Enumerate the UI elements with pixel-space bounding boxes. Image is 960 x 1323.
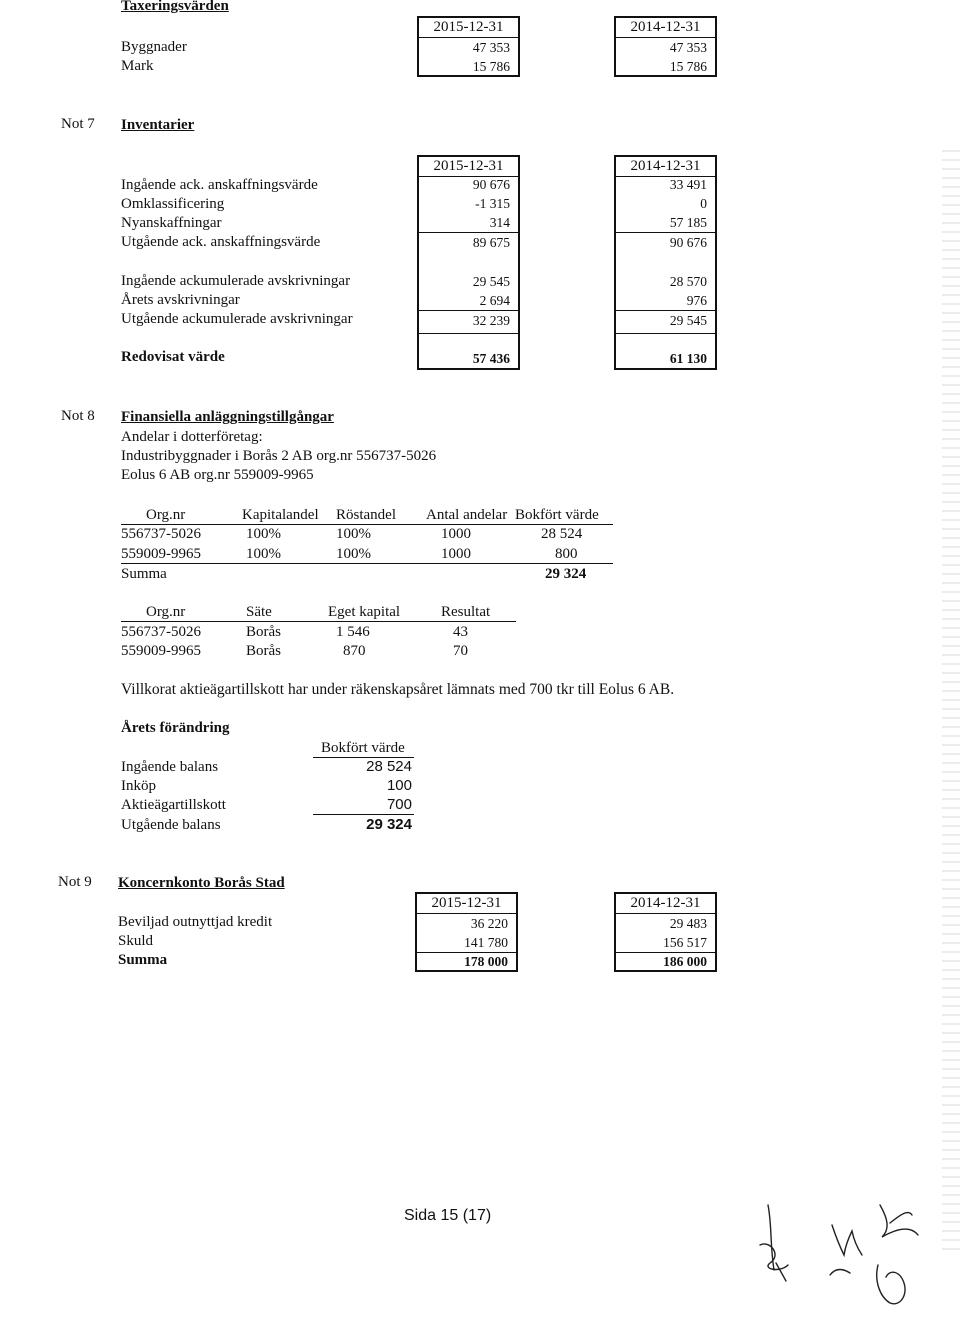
note-title: Inventarier: [121, 117, 195, 133]
intro-line: Eolus 6 AB org.nr 559009-9965: [121, 467, 314, 483]
th-resultat: Resultat: [441, 604, 491, 620]
col-header: 2015-12-31: [419, 18, 518, 38]
change-label: Inköp: [121, 778, 156, 794]
value-cell: 15 786: [669, 59, 707, 74]
table-cell: 100%: [336, 526, 371, 542]
row-label: Nyanskaffningar: [121, 215, 222, 231]
page-number: Sida 15 (17): [404, 1207, 492, 1224]
intro-line: Industribyggnader i Borås 2 AB org.nr 556737-5026: [121, 448, 437, 464]
value-cell: 314: [489, 215, 510, 230]
table-cell: 100%: [246, 526, 281, 542]
value-cell: 89 675: [472, 235, 510, 250]
table-cell: Borås: [246, 624, 281, 640]
row-label: Skuld: [118, 933, 154, 949]
value-cell: 29 545: [472, 274, 510, 289]
row-label: Utgående ack. anskaffningsvärde: [121, 234, 321, 250]
sum-label: Summa: [121, 566, 167, 582]
value-cell: 47 353: [472, 40, 510, 55]
taxering-row-label: Byggnader: [121, 39, 187, 55]
th-rostandel: Röstandel: [336, 507, 396, 523]
value-cell: 47 353: [669, 40, 707, 55]
value-cell: 29 483: [669, 916, 707, 931]
col-header: 2015-12-31: [419, 157, 518, 177]
table-cell: 800: [555, 546, 578, 562]
value-cell: 90 676: [472, 177, 510, 192]
value-cell: 15 786: [472, 59, 510, 74]
table-cell: 559009-9965: [121, 546, 201, 562]
taxering-col-2014: [614, 16, 717, 77]
note-number: Not 9: [58, 874, 92, 890]
change-label: Ingående balans: [121, 759, 219, 775]
col-header: 2014-12-31: [616, 18, 715, 38]
col-header: 2014-12-31: [616, 157, 715, 177]
note-number: Not 7: [61, 116, 95, 132]
table-cell: 100%: [336, 546, 371, 562]
sum-rule: [419, 310, 518, 311]
table-rule: [121, 563, 613, 564]
remark: Villkorat aktieägartillskott har under räkenskapsåret lämnats med 700 tkr till Eolus 6 AB.: [121, 681, 675, 698]
value-cell: 28 570: [669, 274, 707, 289]
row-label: Ingående ack. anskaffningsvärde: [121, 177, 318, 193]
intro-line: Andelar i dotterföretag:: [121, 429, 263, 445]
change-title: Årets förändring: [121, 720, 230, 736]
col-header: 2014-12-31: [616, 894, 715, 914]
note9-col-2015: [415, 892, 518, 972]
sum-rule: [616, 333, 715, 334]
taxering-row-label: Mark: [121, 58, 154, 74]
table-cell: 28 524: [541, 526, 583, 542]
row-label: Årets avskrivningar: [121, 292, 240, 308]
value-cell: 36 220: [470, 916, 508, 931]
th-sate: Säte: [246, 604, 272, 620]
table-cell: 556737-5026: [121, 526, 201, 542]
value-cell-total: 57 436: [472, 351, 510, 366]
table-rule: [313, 814, 414, 815]
th-antal: Antal andelar: [426, 507, 508, 523]
change-value: 700: [386, 796, 412, 813]
value-cell: 141 780: [464, 935, 508, 950]
value-cell: 32 239: [472, 313, 510, 328]
sum-rule: [616, 232, 715, 233]
sum-value: 29 324: [545, 566, 587, 582]
value-cell: 90 676: [669, 235, 707, 250]
note-title: Finansiella anläggningstillgångar: [121, 409, 334, 425]
change-header: Bokfört värde: [321, 740, 405, 756]
th-orgnr: Org.nr: [146, 604, 186, 620]
change-label: Utgående balans: [121, 817, 221, 833]
row-label: Omklassificering: [121, 196, 225, 212]
value-cell-total: 186 000: [663, 954, 707, 969]
value-cell: 0: [700, 196, 707, 211]
value-cell: 2 694: [479, 293, 510, 308]
note7-col-2015: [417, 155, 520, 370]
row-label: Ingående ackumulerade avskrivningar: [121, 273, 351, 289]
table-cell: 559009-9965: [121, 643, 201, 659]
change-label: Aktieägartillskott: [121, 797, 226, 813]
th-eget-kapital: Eget kapital: [328, 604, 401, 620]
change-value-total: 29 324: [366, 816, 412, 833]
value-cell: 29 545: [669, 313, 707, 328]
sum-rule: [419, 333, 518, 334]
value-cell-total: 178 000: [464, 954, 508, 969]
table-cell: 1000: [441, 526, 471, 542]
table-cell: 100%: [246, 546, 281, 562]
table-rule: [121, 621, 516, 622]
value-cell: 156 517: [663, 935, 707, 950]
col-header: 2015-12-31: [417, 894, 516, 914]
table-cell: Borås: [246, 643, 281, 659]
row-label: Beviljad outnyttjad kredit: [118, 914, 273, 930]
th-kapitalandel: Kapitalandel: [242, 507, 319, 523]
value-cell: -1 315: [475, 196, 510, 211]
value-cell: 33 491: [669, 177, 707, 192]
sum-rule: [616, 310, 715, 311]
value-cell: 976: [686, 293, 707, 308]
signature-initials-image: [740, 1185, 940, 1320]
note9-col-2014: [614, 892, 717, 972]
th-bokfort: Bokfört värde: [515, 507, 599, 523]
change-value: 100: [386, 777, 412, 794]
table-cell: 556737-5026: [121, 624, 201, 640]
note7-col-2014: [614, 155, 717, 370]
taxering-title: Taxeringsvärden: [121, 0, 229, 14]
table-cell: 43: [453, 624, 468, 640]
change-value: 28 524: [366, 758, 412, 775]
table-cell: 1 546: [336, 624, 370, 640]
table-cell: 70: [453, 643, 468, 659]
scan-edge-artifact: [942, 150, 960, 1250]
sum-rule: [419, 232, 518, 233]
note-title: Koncernkonto Borås Stad: [118, 875, 285, 891]
table-cell: 1000: [441, 546, 471, 562]
row-label-total: Redovisat värde: [121, 349, 225, 365]
table-cell: 870: [343, 643, 366, 659]
th-orgnr: Org.nr: [146, 507, 186, 523]
note-number: Not 8: [61, 408, 95, 424]
row-label: Utgående ackumulerade avskrivningar: [121, 311, 353, 327]
value-cell-total: 61 130: [669, 351, 707, 366]
taxering-col-2015: [417, 16, 520, 77]
value-cell: 57 185: [669, 215, 707, 230]
row-label-total: Summa: [118, 952, 168, 968]
